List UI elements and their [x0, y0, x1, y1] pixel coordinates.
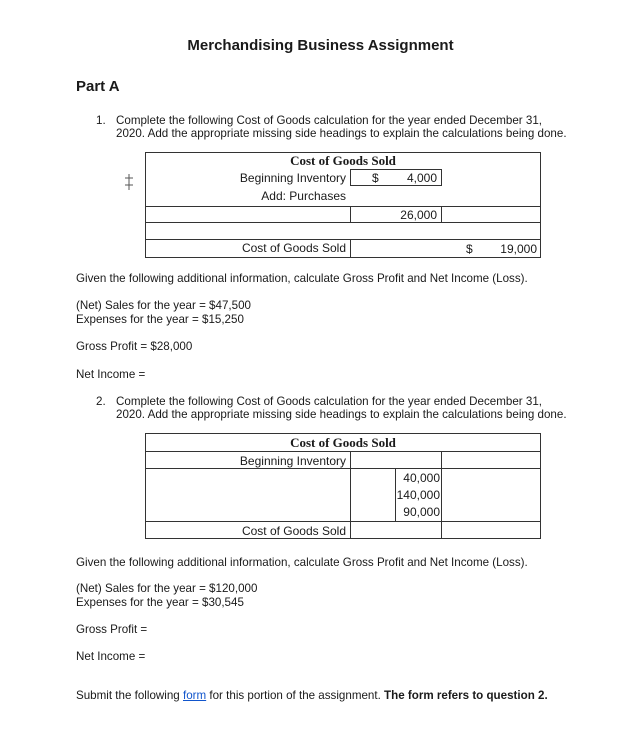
table-1-total-label: Cost of Goods Sold — [241, 241, 346, 255]
table-1-row-2-label: Add: Purchases — [261, 189, 346, 203]
form-link[interactable]: form — [182, 689, 207, 702]
question-1-number: 1. — [96, 114, 106, 127]
submit-instructions — [76, 689, 636, 702]
table-2-row-1-cell[interactable] — [350, 451, 442, 469]
table-2-value-1[interactable]: 40,000 — [403, 471, 440, 485]
table-1-header: Cost of Goods Sold — [290, 153, 396, 168]
table-1-row-1-label: Beginning Inventory — [239, 171, 346, 185]
q2-sales: (Net) Sales for the year = $120,000 — [76, 582, 258, 595]
table-1-total-currency: $ — [466, 242, 473, 256]
table-1-row-3-cell[interactable] — [350, 206, 442, 223]
table-1-total-cell[interactable] — [350, 239, 541, 258]
q2-gross-profit: Gross Profit = — [76, 623, 148, 636]
question-2-number: 2. — [96, 395, 106, 408]
q2-expenses: Expenses for the year = $30,545 — [76, 596, 244, 609]
page-title: Merchandising Business Assignment — [187, 37, 454, 54]
q1-sales: (Net) Sales for the year = $47,500 — [76, 299, 251, 312]
question-2-line-1: Complete the following Cost of Goods calculation for the year ended December 31, — [116, 395, 542, 408]
question-1-line-1: Complete the following Cost of Goods calculation for the year ended December 31, — [116, 114, 542, 127]
q1-expenses: Expenses for the year = $15,250 — [76, 313, 244, 326]
table-2-total-label: Cost of Goods Sold — [241, 524, 346, 538]
q1-net-income: Net Income = — [76, 368, 146, 381]
table-1-row-3-value: 26,000 — [400, 208, 437, 222]
cogs-table-2 — [145, 433, 541, 539]
table-move-handle-icon[interactable] — [124, 173, 134, 191]
table-2-row-1-label: Beginning Inventory — [239, 454, 346, 468]
table-1-row-1-cell[interactable] — [350, 169, 442, 186]
q2-net-income: Net Income = — [76, 650, 146, 663]
table-1-row-1-value: 4,000 — [406, 171, 437, 185]
q2-given-text: Given the following additional information, calculate Gross Profit and Net Income (Loss). — [76, 556, 528, 569]
question-2 — [96, 395, 596, 423]
table-2-value-2[interactable]: 140,000 — [396, 488, 440, 502]
table-1-row-1-currency: $ — [372, 171, 379, 185]
table-1-row-4[interactable] — [145, 222, 541, 240]
table-1-row-3 — [145, 206, 541, 223]
table-2-total-cell[interactable] — [350, 521, 442, 539]
submit-note: The form refers to question 2. — [384, 689, 548, 702]
question-1-line-2: 2020. Add the appropriate missing side headings to explain the calculations being done. — [116, 127, 567, 140]
table-2-header: Cost of Goods Sold — [290, 435, 396, 450]
question-1 — [96, 114, 596, 142]
table-2-left-value-column — [350, 468, 396, 522]
table-2-value-3[interactable]: 90,000 — [403, 505, 440, 519]
table-1-total-value: 19,000 — [500, 242, 537, 256]
q1-given-text: Given the following additional information, calculate Gross Profit and Net Income (Loss). — [76, 272, 528, 285]
question-2-line-2: 2020. Add the appropriate missing side headings to explain the calculations being done. — [116, 408, 567, 421]
part-heading: Part A — [76, 78, 120, 95]
q1-gross-profit: Gross Profit = $28,000 — [76, 340, 193, 353]
cogs-table-1 — [145, 152, 541, 258]
table-2-middle-rows — [145, 468, 541, 522]
submit-text-before: Submit the following — [76, 689, 183, 702]
submit-text-after: for this portion of the assignment. — [206, 689, 385, 702]
